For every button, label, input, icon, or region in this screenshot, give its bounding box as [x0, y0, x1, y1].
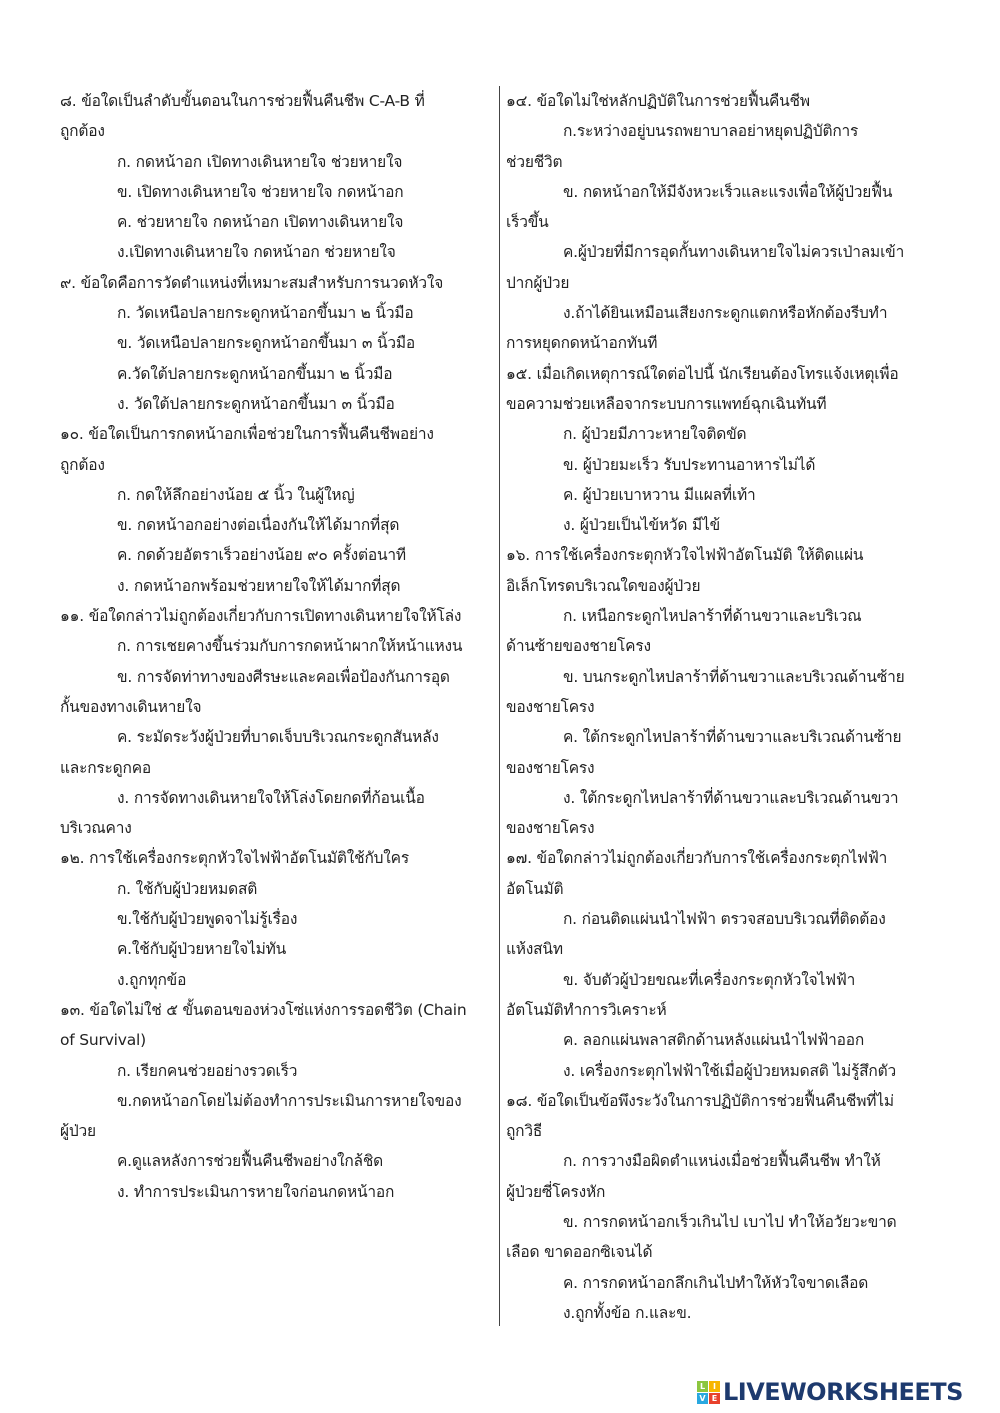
option-line: ข. บนกระดูกไหปลาร้าที่ด้านขวาและบริเวณด้านซ้าย	[563, 667, 905, 686]
logo-text: LIVEWORKSHEETS	[723, 1378, 963, 1406]
question-line: ๑๖. การใช้เครื่องกระตุกหัวใจไฟฟ้าอัตโนมัติ ให้ติดแผ่น	[506, 546, 864, 565]
question-line: ๙. ข้อใดคือการวัดตำแหน่งที่เหมาะสมสำหรับการนวดหัวใจ	[60, 273, 444, 292]
continuation-line: การหยุดกดหน้าอกทันที	[506, 334, 658, 353]
option-line: ก. เหนือกระดูกไหปลาร้าที่ด้านขวาและบริเวณ	[563, 607, 862, 626]
continuation-line: ถูกต้อง	[60, 122, 105, 141]
option-line: ค.ใช้กับผู้ป่วยหายใจไม่ทัน	[117, 940, 286, 959]
option-line: ข. กดหน้าอกให้มีจังหวะเร็วและแรงเพื่อให้ผู้ป่วยฟื้น	[563, 182, 893, 201]
option-line: ง. กดหน้าอกพร้อมช่วยหายใจให้ได้มากที่สุด	[117, 576, 401, 595]
continuation-line: อัตโนมัติ	[506, 879, 564, 898]
question-line: ๑๕. เมื่อเกิดเหตุการณ์ใดต่อไปนี้ นักเรียนต้องโทรแจ้งเหตุเพื่อ	[506, 364, 899, 383]
option-line: ข. วัดเหนือปลายกระดูกหน้าอกขึ้นมา ๓ นิ้วมือ	[117, 334, 416, 353]
option-line: ค.ผู้ป่วยที่มีการอุดกั้นทางเดินหายใจไม่ควรเป่าลมเข้า	[563, 243, 905, 262]
continuation-line: ถูกต้อง	[60, 455, 105, 474]
option-line: ค.วัดใต้ปลายกระดูกหน้าอกขึ้นมา ๒ นิ้วมือ	[117, 364, 393, 383]
option-line: ค. ระมัดระวังผู้ป่วยที่บาดเจ็บบริเวณกระดูกสันหลัง	[117, 728, 439, 747]
option-line: ง. การจัดทางเดินหายใจให้โล่งโดยกดที่ก้อนเนื้อ	[117, 788, 425, 807]
option-line: ง.เปิดทางเดินหายใจ กดหน้าอก ช่วยหายใจ	[117, 243, 396, 262]
continuation-line: บริเวณคาง	[60, 819, 132, 838]
logo-letter: I	[709, 1381, 720, 1392]
option-line: ก.ระหว่างอยู่บนรถพยาบาลอย่าหยุดปฏิบัติการ	[563, 122, 859, 141]
option-line: ข. ผู้ป่วยมะเร็ว รับประทานอาหารไม่ได้	[563, 455, 816, 474]
option-line: ก. กดหน้าอก เปิดทางเดินหายใจ ช่วยหายใจ	[117, 152, 403, 171]
continuation-line: ขอความช่วยเหลือจากระบบการแพทย์ฉุกเฉินทันที	[506, 394, 827, 413]
option-line: ค. ลอกแผ่นพลาสติกด้านหลังแผ่นนำไฟฟ้าออก	[563, 1031, 865, 1050]
option-line: ก. การวางมือผิดตำแหน่งเมื่อช่วยฟื้นคืนชีพ ทำให้	[563, 1152, 881, 1171]
continuation-line: ปากผู้ป่วย	[506, 273, 570, 292]
option-line: ง. เครื่องกระตุกไฟฟ้าใช้เมื่อผู้ป่วยหมดสติ ไม่รู้สึกตัว	[563, 1061, 896, 1080]
option-line: ง. ทำการประเมินการหายใจก่อนกดหน้าอก	[117, 1182, 395, 1201]
continuation-line: ช่วยชีวิต	[506, 152, 563, 171]
option-line: ค. ช่วยหายใจ กดหน้าอก เปิดทางเดินหายใจ	[117, 213, 404, 232]
continuation-line: กั้นของทางเดินหายใจ	[60, 697, 202, 716]
continuation-line: ของชายโครง	[506, 758, 595, 777]
question-line: ๑๑. ข้อใดกล่าวไม่ถูกต้องเกี่ยวกับการเปิดทางเดินหายใจให้โล่ง	[60, 607, 462, 626]
logo-letter: E	[709, 1393, 720, 1404]
right-column	[506, 86, 946, 1328]
option-line: ข.ใช้กับผู้ป่วยพูดจาไม่รู้เรื่อง	[117, 910, 298, 929]
question-line: ๑๔. ข้อใดไม่ใช่หลักปฏิบัติในการช่วยฟื้นคืนชีพ	[506, 92, 810, 110]
continuation-line: เลือด ขาดออกซิเจนได้	[506, 1243, 653, 1262]
left-column	[60, 86, 498, 1207]
continuation-line: อิเล็กโทรดบริเวณใดของผู้ป่วย	[506, 576, 701, 595]
continuation-line: ของชายโครง	[506, 697, 595, 716]
option-line: ข. กดหน้าอกอย่างต่อเนื่องกันให้ได้มากที่สุด	[117, 516, 400, 535]
continuation-line: ผู้ป่วย	[60, 1122, 96, 1141]
question-line: ๑๗. ข้อใดกล่าวไม่ถูกต้องเกี่ยวกับการใช้เครื่องกระตุกไฟฟ้า	[506, 849, 888, 868]
question-line: ๑๒. การใช้เครื่องกระตุกหัวใจไฟฟ้าอัตโนมัติใช้กับใคร	[60, 849, 409, 868]
continuation-line: ถูกวิธี	[506, 1122, 543, 1141]
option-line: ค. กดด้วยอัตราเร็วอย่างน้อย ๙๐ ครั้งต่อนาที	[117, 546, 406, 565]
option-line: ก. วัดเหนือปลายกระดูกหน้าอกขึ้นมา ๒ นิ้วมือ	[117, 304, 414, 323]
option-line: ง. ใต้กระดูกไหปลาร้าที่ด้านขวาและบริเวณด้านขวา	[563, 788, 899, 807]
continuation-line: แห้งสนิท	[506, 940, 563, 959]
option-line: ก. ก่อนติดแผ่นนำไฟฟ้า ตรวจสอบบริเวณที่ติดต้อง	[563, 910, 886, 929]
logo-letter: V	[697, 1393, 708, 1404]
option-line: ข. เปิดทางเดินหายใจ ช่วยหายใจ กดหน้าอก	[117, 182, 404, 201]
liveworksheets-logo	[697, 1378, 963, 1406]
continuation-line: ผู้ป่วยซี่โครงหัก	[506, 1182, 606, 1201]
option-line: ก. เรียกคนช่วยอย่างรวดเร็ว	[117, 1061, 298, 1080]
option-line: ค. ผู้ป่วยเบาหวาน มีแผลที่เท้า	[563, 485, 756, 504]
option-line: ก. กดให้ลึกอย่างน้อย ๕ นิ้ว ในผู้ใหญ่	[117, 485, 355, 504]
option-line: ข. การจัดท่าทางของศีรษะและคอเพื่อป้องกันการอุด	[117, 667, 450, 686]
option-line: ค. ใต้กระดูกไหปลาร้าที่ด้านขวาและบริเวณด้านซ้าย	[563, 728, 902, 747]
option-line: ข. การกดหน้าอกเร็วเกินไป เบาไป ทำให้อวัยวะขาด	[563, 1212, 897, 1231]
option-line: ก. การเชยคางขึ้นร่วมกับการกดหน้าผากให้หน้าแหงน	[117, 637, 463, 656]
question-line: ๑๘. ข้อใดเป็นข้อพึงระวังในการปฏิบัติการช่วยฟื้นคืนชีพที่ไม่	[506, 1091, 894, 1110]
option-line: ข. จับตัวผู้ป่วยขณะที่เครื่องกระตุกหัวใจไฟฟ้า	[563, 970, 856, 989]
option-line: ค.ดูแลหลังการช่วยฟื้นคืนชีพอย่างใกล้ชิด	[117, 1152, 384, 1171]
question-line: ๑๐. ข้อใดเป็นการกดหน้าอกเพื่อช่วยในการฟื้นคืนชีพอย่าง	[60, 425, 434, 444]
option-line: ก. ใช้กับผู้ป่วยหมดสติ	[117, 879, 258, 898]
question-line: ๘. ข้อใดเป็นลำดับขั้นตอนในการช่วยฟื้นคืนชีพ C-A-B ที่	[60, 92, 425, 110]
question-line: ๑๓. ข้อใดไม่ใช่ ๕ ขั้นตอนของห่วงโซ่แห่งการรอดชีวิต (Chain	[60, 1000, 467, 1019]
continuation-line: เร็วขึ้น	[506, 213, 549, 232]
option-line: ง. วัดใต้ปลายกระดูกหน้าอกขึ้นมา ๓ นิ้วมือ	[117, 394, 395, 413]
continuation-line: และกระดูกคอ	[60, 758, 151, 777]
logo-letter: L	[697, 1381, 708, 1392]
continuation-line: ของชายโครง	[506, 819, 595, 838]
logo-icon	[697, 1381, 720, 1404]
option-line: ง.ถูกทั้งข้อ ก.และข.	[563, 1303, 692, 1322]
option-line: ง.ถูกทุกข้อ	[117, 970, 187, 989]
column-divider	[499, 86, 500, 1326]
continuation-line: of Survival)	[60, 1031, 147, 1050]
option-line: ค. การกดหน้าอกลึกเกินไปทำให้หัวใจขาดเลือด	[563, 1273, 869, 1292]
continuation-line: อัตโนมัติทำการวิเคราะห์	[506, 1000, 667, 1019]
option-line: ข.กดหน้าอกโดยไม่ต้องทำการประเมินการหายใจของ	[117, 1091, 462, 1110]
option-line: ก. ผู้ป่วยมีภาวะหายใจติดขัด	[563, 425, 747, 444]
continuation-line: ด้านซ้ายของชายโครง	[506, 637, 651, 656]
option-line: ง.ถ้าได้ยินเหมือนเสียงกระดูกแตกหรือหักต้องรีบทำ	[563, 304, 888, 323]
option-line: ง. ผู้ป่วยเป็นไข้หวัด มีไข้	[563, 516, 720, 535]
